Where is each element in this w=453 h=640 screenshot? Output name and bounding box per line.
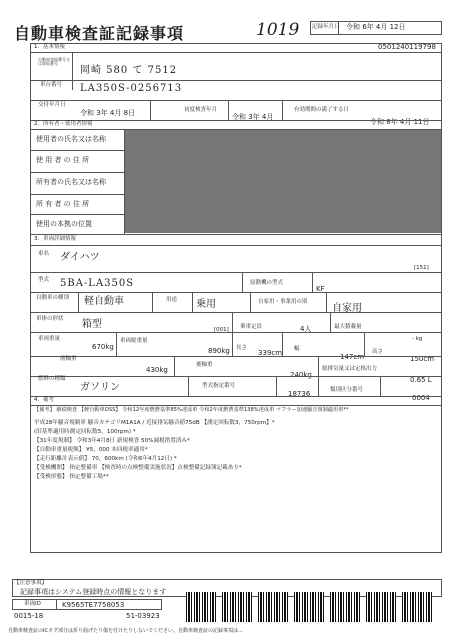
issue-date: 令和 6年 4月 12日 <box>346 23 406 31</box>
displacement: 0.65 L <box>410 376 432 384</box>
handwritten-number: 1019 <box>256 20 300 40</box>
category-number: 0004 <box>412 394 430 402</box>
notice-text: 記録事項はシステム登録時点の情報となります <box>20 588 167 596</box>
max-load: - kg <box>412 336 423 342</box>
first-reg-label: 交付年月日 <box>38 102 66 108</box>
first-registration-date: 令和 3年 4月 8日 <box>80 109 136 117</box>
vehicle-kind: 軽自動車 <box>84 296 124 307</box>
displacement-label: 総排気量又は定格出力 <box>322 366 378 372</box>
remarks-line-1: 【備考】 継続検査 【軽自動車OSS】 令和12年度燃費基準85%達成車 令和2年度燃費基準138%達成車 マフラー加速騒音規制適用車** <box>34 407 349 413</box>
qr-code-2 <box>222 592 252 622</box>
qr-code-5 <box>330 592 360 622</box>
body-shape: 箱型 <box>82 319 102 330</box>
car-id-label: 車両ID <box>24 601 41 607</box>
model-label: 型式 <box>38 277 50 283</box>
kind-label: 自動車の種別 <box>36 295 70 301</box>
height-label: 高さ <box>372 349 384 355</box>
vehicle-use: 乗用 <box>196 299 216 310</box>
use-label: 用途 <box>166 297 178 303</box>
remarks-line-6: 【走行距離計表示値】 70，600km (令和6年4月12日) * <box>34 456 177 462</box>
weight-label: 車両重量 <box>38 336 61 342</box>
notice-heading: 【注意事項】 <box>14 580 48 586</box>
capacity: 4人 <box>300 325 312 333</box>
car-id: K9565TE7758053 <box>62 601 125 609</box>
base-location-label: 使用の本拠の位置 <box>36 220 92 228</box>
height: 150cm <box>410 355 435 363</box>
engine-label: 原動機の型式 <box>250 280 284 286</box>
width: 147cm <box>340 353 365 361</box>
qr-code-1 <box>186 592 216 622</box>
owner-name-label: 所有者の氏名又は名称 <box>36 178 106 186</box>
code-left: 0015-18 <box>14 612 44 620</box>
front-axle-weight: 430kg <box>146 366 168 374</box>
fuel-label: 燃料の種類 <box>38 376 66 382</box>
qr-code-4 <box>294 592 324 622</box>
maker-label: 車名 <box>38 251 50 257</box>
bottom-note: 自動車検査証のICタグ部分は折り曲げたり傷を付けたりしないでください。自動車検査証の記録事項は… <box>8 628 243 634</box>
body-label: 車体の形状 <box>36 316 64 322</box>
document-title: 自動車検査証記録事項 <box>14 24 185 43</box>
rear-axle-weight: 240kg <box>290 371 312 379</box>
owner-address-label: 所 有 者 の 住 所 <box>36 200 90 208</box>
qr-code-7 <box>402 592 432 622</box>
first-registration-year: 令和 3年 4月 <box>232 113 274 121</box>
expiry-label: 有効期間の満了する日 <box>294 107 350 113</box>
model: 5BA-LA350S <box>60 278 135 289</box>
registration-number: 岡崎 580 て 7512 <box>80 65 178 76</box>
remarks-line-2: 平成28年騒音規制車 騒音カテゴリM1A1A / 近接排気騒音値75dB 【測定回転数3，750rpm】* <box>34 420 275 426</box>
purpose-label: 自家用・事業用の別 <box>258 299 308 305</box>
body-code: [001] <box>214 327 229 333</box>
section2-heading: 2．所有者・使用者情報 <box>34 121 93 127</box>
type-no-label: 型式指定番号 <box>202 383 236 389</box>
remarks-line-5: 【自動車重量税額】 ¥5，000 本回税率適用* <box>34 447 148 453</box>
first-reg-year-label: 初度検査年月 <box>184 107 218 113</box>
remarks-line-4: 【31年度規制】 令和3年4月8日 新規検査 50%減税措置済み* <box>34 438 190 444</box>
vehicle-weight: 670kg <box>92 343 114 351</box>
remarks-line-8: 【受検形態】 指定整備工場** <box>34 474 109 480</box>
qr-code-6 <box>366 592 396 622</box>
redacted-personal-info <box>125 130 441 233</box>
code-mid: 51-03923 <box>126 612 160 620</box>
issue-date-label: 記録年月日 <box>312 24 340 30</box>
section4-heading: 4．備考 <box>34 397 54 403</box>
user-address-label: 使 用 者 の 住 所 <box>36 156 90 164</box>
section1-heading: 1．基本情報 <box>34 44 65 50</box>
fuel-type: ガソリン <box>80 382 120 393</box>
maker-code: [151] <box>414 265 429 271</box>
chassis-label: 車台番号 <box>40 82 63 88</box>
user-name-label: 使用者の氏名又は名称 <box>36 135 106 143</box>
expiry-date: 令和 8年 4月 11日 <box>370 118 430 126</box>
purpose: 自家用 <box>332 303 362 314</box>
gross-weight: 890kg <box>208 347 230 355</box>
width-label: 幅 <box>294 346 300 352</box>
category-no-label: 類別区分番号 <box>330 387 364 393</box>
front-axle-label: 前軸重 <box>60 356 77 362</box>
chassis-number: LA350S-0256713 <box>80 83 183 94</box>
max-load-label: 最大積載量 <box>334 324 362 330</box>
document-id: 0501240119798 <box>378 43 436 51</box>
type-number: 18736 <box>288 390 311 398</box>
qr-code-3 <box>258 592 288 622</box>
length-label: 長さ <box>236 345 248 351</box>
engine: KF <box>316 285 325 293</box>
section3-heading: 3．車両詳細情報 <box>34 236 76 242</box>
maker: ダイハツ <box>60 252 100 263</box>
capacity-label: 乗車定員 <box>240 324 263 330</box>
reg-no-label: 自動車登録番号又は車両番号 <box>38 57 70 66</box>
remarks-line-3: (旧基準適用時測定回転数5，100rpm) * <box>34 429 136 435</box>
rear-axle-label: 後軸重 <box>196 362 213 368</box>
length: 339cm <box>258 349 283 357</box>
gross-label: 車両総重量 <box>120 338 148 344</box>
remarks-line-7: 【受検機関】 指定整備車 【検査時の点検整備実施状況】点検整備記録簿記載あり* <box>34 465 242 471</box>
